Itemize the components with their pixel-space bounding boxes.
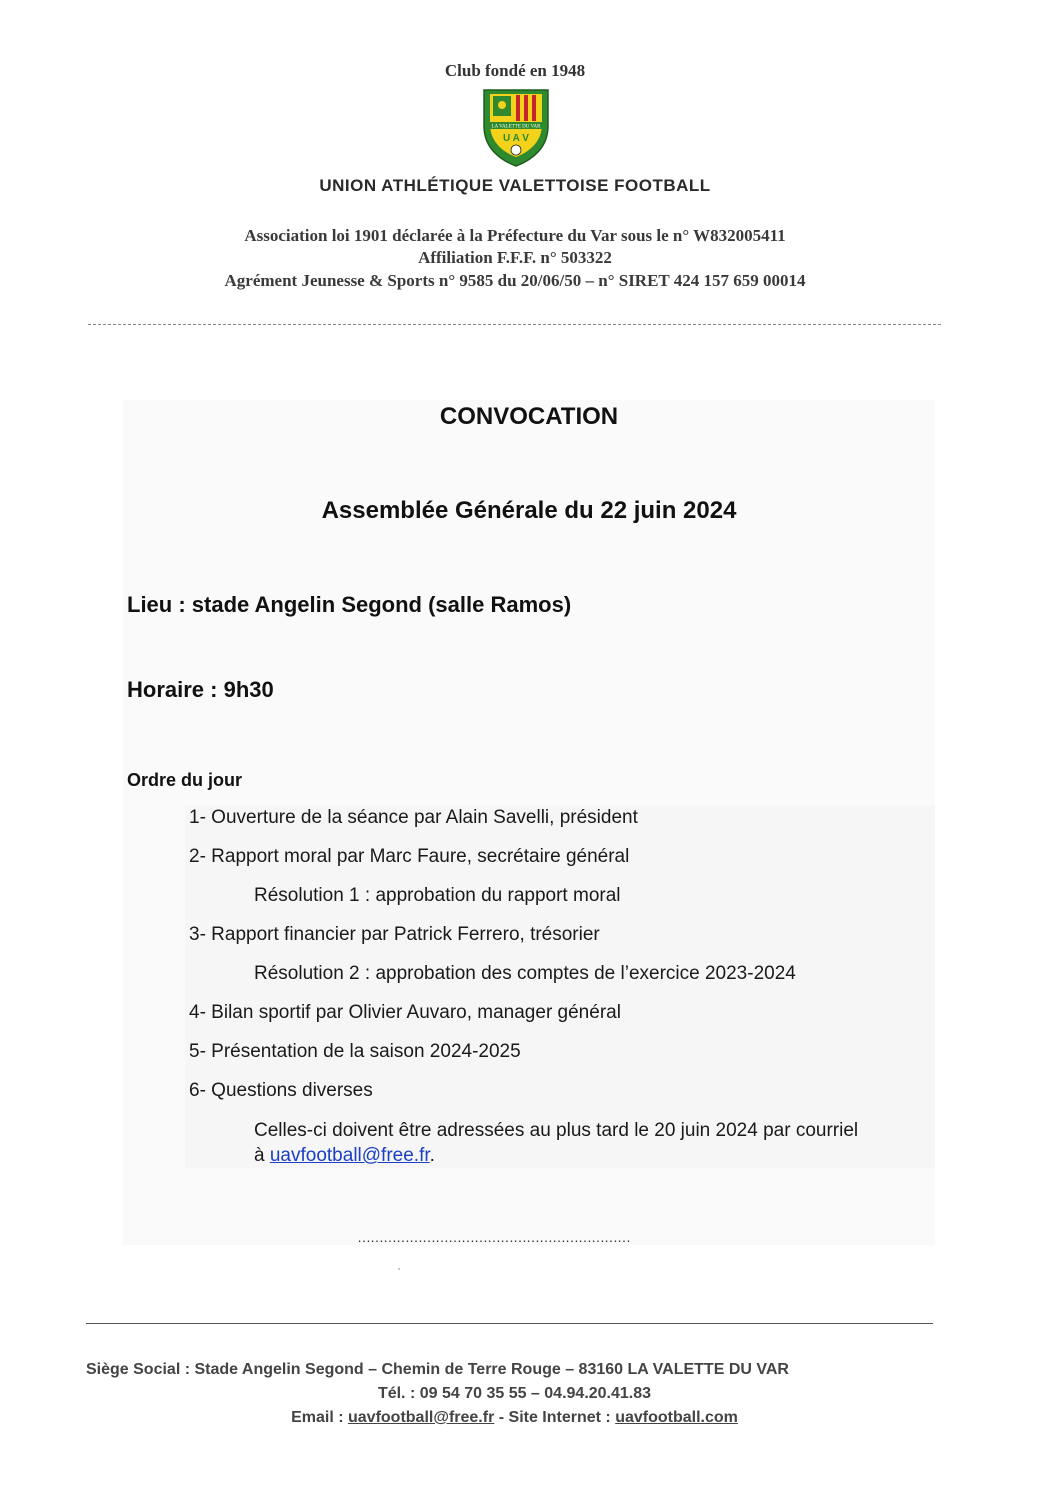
header-divider: [88, 324, 941, 325]
dotted-separator: ………………………………………………………: [357, 1229, 630, 1245]
questions-suffix: .: [429, 1145, 435, 1166]
footer-site-label: - Site Internet :: [494, 1409, 616, 1426]
footer-phone: Tél. : 09 54 70 35 55 – 04.94.20.41.83: [377, 1385, 652, 1402]
agenda-resolution: Résolution 2 : approbation des comptes de l’exercice 2023-2024: [254, 963, 796, 984]
agenda-item: 3- Rapport financier par Patrick Ferrero, trésorier: [189, 924, 600, 945]
stray-mark: ˈ: [397, 1266, 401, 1280]
footer-address: Siège Social : Stade Angelin Segond – Chemin de Terre Rouge – 83160 LA VALETTE DU VAR: [86, 1361, 789, 1378]
legal-approval: Agrément Jeunesse & Sports n° 9585 du 20/06/50 – n° SIRET 424 157 659 00014: [224, 271, 806, 290]
founded-text: Club fondé en 1948: [444, 61, 586, 80]
footer-email-label: Email :: [291, 1409, 348, 1426]
document-title: CONVOCATION: [439, 403, 619, 430]
legal-affiliation: Affiliation F.F.F. n° 503322: [418, 248, 612, 267]
time-line: Horaire : 9h30: [127, 677, 274, 702]
questions-prefix: à: [254, 1145, 270, 1166]
agenda-item: 6- Questions diverses: [189, 1080, 373, 1101]
crest-text: LA VALETTE DU VAR: [491, 124, 541, 130]
agenda-heading: Ordre du jour: [127, 770, 243, 790]
document-subtitle: Assemblée Générale du 22 juin 2024: [321, 497, 737, 524]
legal-registration: Association loi 1901 déclarée à la Préfecture du Var sous le n° W832005411: [244, 226, 786, 245]
footer-contact: [0, 1409, 1029, 1427]
questions-email-link[interactable]: uavfootball@free.fr: [269, 1145, 430, 1166]
questions-email-line: [254, 1145, 435, 1167]
questions-note: Celles-ci doivent être adressées au plus tard le 20 juin 2024 par courriel: [254, 1120, 859, 1141]
footer-divider: [86, 1323, 933, 1324]
agenda-item: 2- Rapport moral par Marc Faure, secrétaire général: [189, 846, 630, 867]
agenda-item: 4- Bilan sportif par Olivier Auvaro, manager général: [189, 1002, 621, 1023]
footer-site-link[interactable]: uavfootball.com: [615, 1409, 738, 1426]
agenda-item: 1- Ouverture de la séance par Alain Savelli, président: [189, 807, 638, 828]
venue-line: Lieu : stade Angelin Segond (salle Ramos): [127, 592, 572, 617]
agenda-item: 5- Présentation de la saison 2024-2025: [189, 1041, 521, 1062]
agenda-resolution: Résolution 1 : approbation du rapport moral: [254, 885, 621, 906]
footer-email-link[interactable]: uavfootball@free.fr: [348, 1409, 495, 1426]
club-crest-logo: [480, 86, 552, 168]
club-name: UNION ATHLÉTIQUE VALETTOISE FOOTBALL: [319, 176, 711, 195]
crest-letters: U A V: [503, 133, 529, 144]
